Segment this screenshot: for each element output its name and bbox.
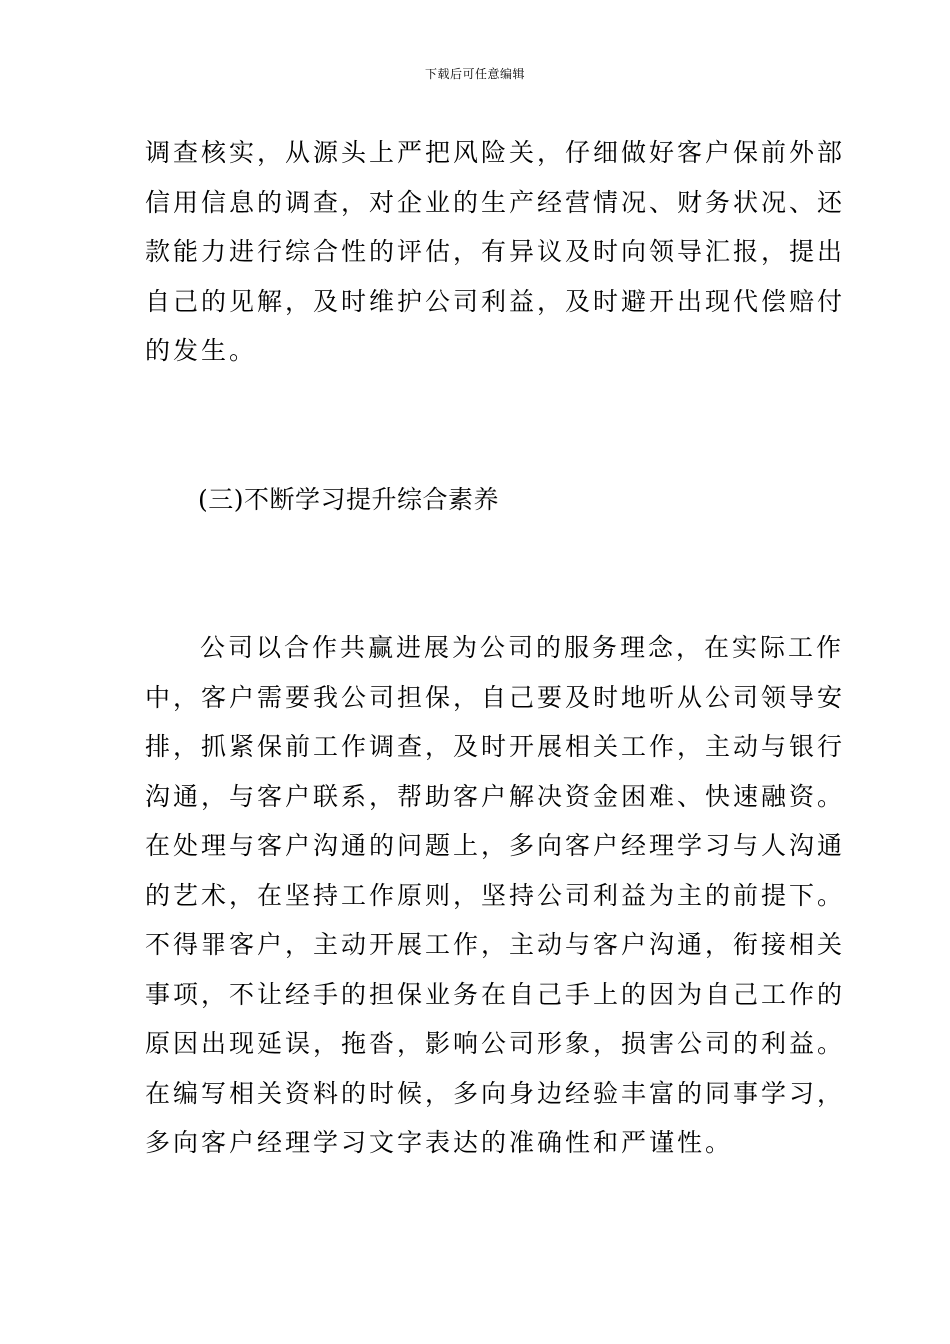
paragraph-line: 沟通，与客户联系，帮助客户解决资金困难、快速融资。 <box>145 781 846 811</box>
paragraph-line: 在编写相关资料的时候，多向身边经验丰富的同事学习， <box>145 1078 846 1108</box>
page-header: 下载后可任意编辑 <box>424 67 525 81</box>
paragraph-line: 在处理与客户沟通的问题上，多向客户经理学习与人沟通 <box>145 831 846 860</box>
paragraph-line: 排，抓紧保前工作调查，及时开展相关工作，主动与银行 <box>145 732 846 761</box>
paragraph-line: 的发生。 <box>145 336 258 365</box>
paragraph-learning <box>145 623 846 1168</box>
paragraph-line: 款能力进行综合性的评估，有异议及时向领导汇报，提出 <box>145 237 846 266</box>
paragraph-line: 公司以合作共赢进展为公司的服务理念，在实际工作 <box>200 633 845 662</box>
paragraph-risk-control <box>145 128 846 376</box>
paragraph-line: 原因出现延误，拖沓，影响公司形象，损害公司的利益。 <box>145 1029 846 1058</box>
paragraph-line: 多向客户经理学习文字表达的准确性和严谨性。 <box>145 1128 734 1157</box>
section-heading: (三)不断学习提升综合素养 <box>198 485 500 514</box>
paragraph-line: 中，客户需要我公司担保，自己要及时地听从公司领导安 <box>145 682 846 712</box>
paragraph-line: 自己的见解，及时维护公司利益，及时避开出现代偿赔付 <box>145 286 846 316</box>
paragraph-line: 信用信息的调查，对企业的生产经营情况、财务状况、还 <box>145 187 846 217</box>
paragraph-line: 事项，不让经手的担保业务在自己手上的因为自己工作的 <box>145 979 846 1009</box>
paragraph-line: 不得罪客户，主动开展工作，主动与客户沟通，衔接相关 <box>145 930 846 959</box>
paragraph-line: 的艺术，在坚持工作原则，坚持公司利益为主的前提下。 <box>145 880 846 910</box>
paragraph-line: 调查核实，从源头上严把风险关，仔细做好客户保前外部 <box>145 138 846 167</box>
